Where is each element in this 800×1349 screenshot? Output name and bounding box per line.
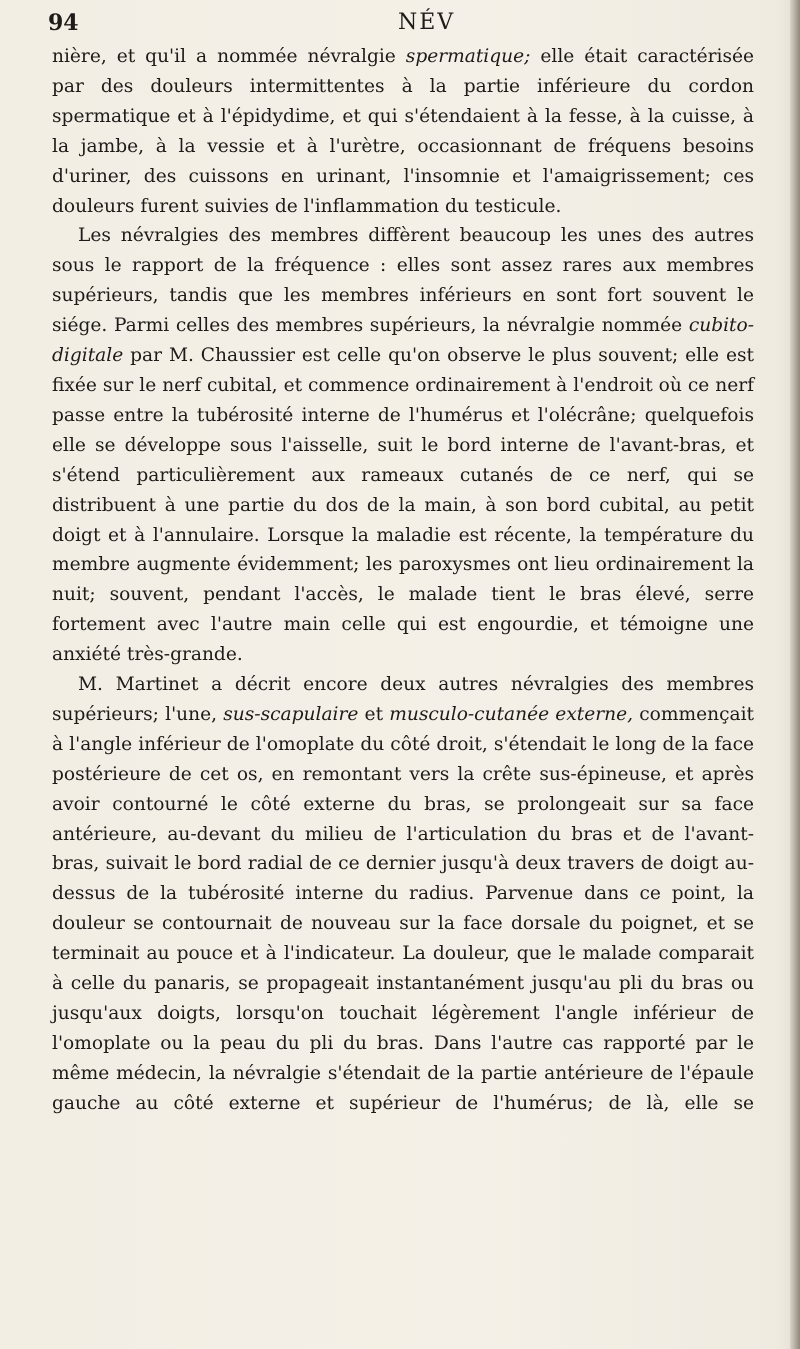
running-head: NÉV [398,10,456,35]
italic-term: sus-scapulaire [223,703,359,725]
page-edge [790,0,800,1349]
paragraph-2 [52,221,754,670]
text-run: elle était caractérisée par des douleurs intermittentes à la partie inférieure du cordon spermatique et à l'épidydime, et qui s'étendaient à la fesse, à la cuisse, à la jambe, à la vessie et à l'urètre, occasionnant de fréquens besoins d'uriner, des cuissons en urinant, l'insomnie et l'amaigrissement; ces douleurs furent suivies de l'inflammation du testicule. [52,46,754,217]
text-run: M. Martinet a décrit encore deux autres névralgies des membres supérieurs; l'une, [52,674,754,725]
italic-term: cubito-digitale [52,315,754,367]
body-text [52,42,754,1119]
text-run: nière, et qu'il a nommée névralgie [52,46,406,67]
text-run: Les névralgies des membres diffèrent beaucoup les unes des autres sous le rapport de la fréquence : elles sont assez rares aux membres supérieurs, tandis que les membres inférieurs en sont fort souvent le siége. Parmi celles des membres supérieurs, la névralgie nommée [52,225,754,337]
text-run: par M. Chaussier est celle qu'on observe le plus souvent; elle est fixée sur le nerf cubital, et commence ordinairement à l'endroit où ce nerf passe entre la tubérosité interne de l'humérus et l'olécrâne; quelquefois elle se développe sous l'aisselle, suit le bord interne de l'avant-bras, et s'étend particulièrement aux rameaux cutanés de ce nerf, qui se distribuent à une partie du dos de la main, à son bord cubital, au petit doigt et à l'annulaire. Lorsque la maladie est récente, la température du membre augmente évidemment; les paroxysmes ont lieu ordinairement la nuit; souvent, pendant l'accès, le malade tient le bras élevé, serre fortement avec l'autre main celle qui est engourdie, et témoigne une anxiété très-grande. [52,345,754,666]
text-run: et [358,703,390,725]
page-header [48,10,748,40]
text-run: commençait à l'angle inférieur de l'omoplate du côté droit, s'étendait le long de la face postérieure de cet os, en remontant vers la crête sus-épineuse, et après avoir contourné le côté externe du bras, se prolongeait sur sa face antérieure, au-devant du milieu de l'articulation du bras et de l'avant-bras, suivait le bord radial de ce dernier jusqu'à deux travers de doigt au-dessus de la tubérosité interne du radius. Parvenue dans ce point, la douleur se contournait de nouveau sur la face dorsale du poignet, et se terminait au pouce et à l'indicateur. La douleur, que le malade comparait à celle du panaris, se propageait instantanément jusqu'au pli du bras ou jusqu'aux doigts, lorsqu'on touchait légèrement l'angle inférieur de l'omoplate ou la peau du pli du bras. Dans l'autre cas rapporté par le même médecin, la névralgie s'étendait de la partie antérieure de l'épaule gauche au côté externe et supérieur de l'humérus; de là, elle se [52,703,754,1114]
paragraph-3 [52,670,754,1119]
italic-term: spermatique; [405,46,531,67]
page-number: 94 [48,10,79,36]
italic-term: musculo-cutanée externe, [389,703,634,725]
paragraph-1 [52,42,754,221]
